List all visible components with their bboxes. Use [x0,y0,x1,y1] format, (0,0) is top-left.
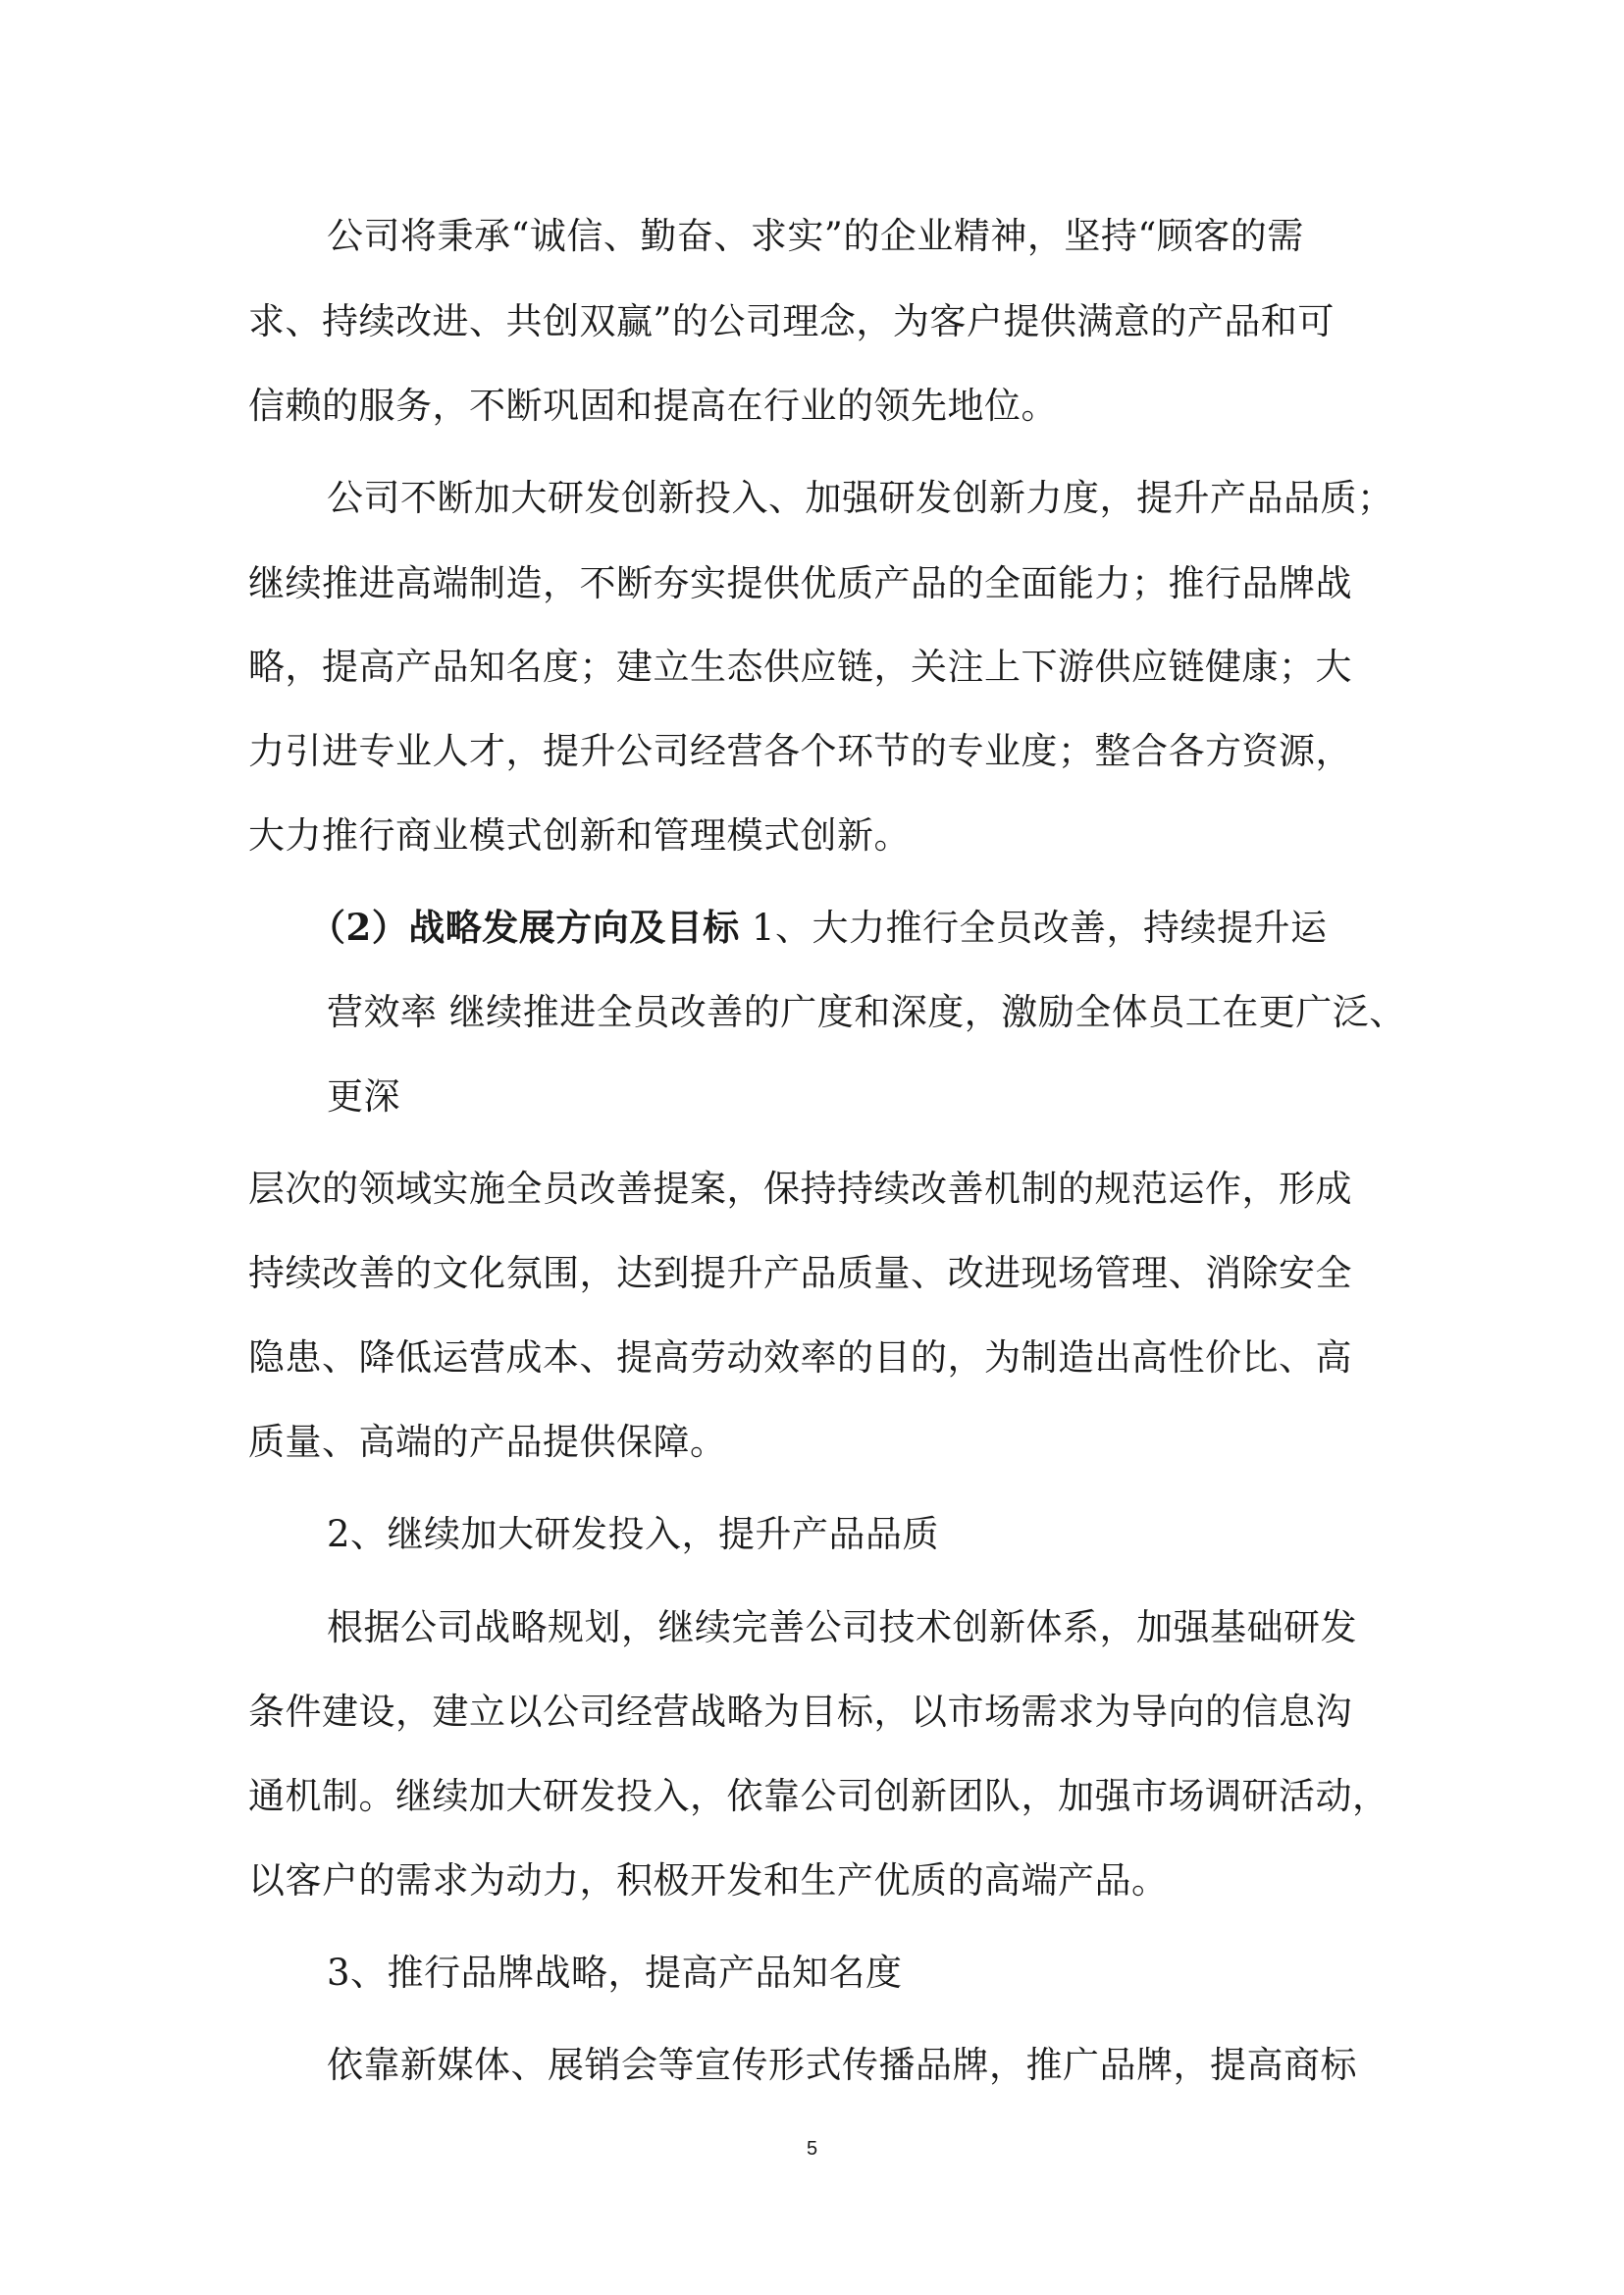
section-2-heading: （2）战略发展方向及目标 [309,906,740,949]
item-2-line-1: 根据公司战略规划，继续完善公司技术创新体系，加强基础研发 [327,1606,1357,1648]
section-2-line-3: 更深 [327,1075,400,1118]
paragraph-3-line-3: 隐患、降低运营成本、提高劳动效率的目的，为制造出高性价比、高 [248,1336,1352,1379]
paragraph-2-line-2: 继续推进高端制造，不断夯实提供优质产品的全面能力；推行品牌战 [248,562,1352,604]
paragraph-3-line-1: 层次的领域实施全员改善提案，保持持续改善机制的规范运作，形成 [248,1168,1352,1210]
item-3-line-1: 依靠新媒体、展销会等宣传形式传播品牌，推广品牌，提高商标 [327,2044,1357,2086]
paragraph-1-line-3: 信赖的服务，不断巩固和提高在行业的领先地位。 [248,385,1058,427]
paragraph-1-line-2: 求、持续改进、共创双赢”的公司理念，为客户提供满意的产品和可 [248,300,1335,342]
paragraph-2-line-3: 略，提高产品知名度；建立生态供应链，关注上下游供应链健康；大 [248,646,1352,688]
section-2-line-1-rest: 1、大力推行全员改善，持续提升运 [739,907,1328,949]
item-2-line-2: 条件建设，建立以公司经营战略为目标，以市场需求为导向的信息沟 [248,1691,1352,1733]
item-2-line-4: 以客户的需求为动力，积极开发和生产优质的高端产品。 [248,1859,1169,1902]
paragraph-2-line-1: 公司不断加大研发创新投入、加强研发创新力度，提升产品品质； [327,477,1394,519]
section-2-line-1 [309,903,1328,953]
item-2-heading: 2、继续加大研发投入，提升产品品质 [327,1513,940,1555]
page-number: 5 [806,2138,818,2160]
item-2-line-3: 通机制。继续加大研发投入，依靠公司创新团队，加强市场调研活动， [248,1775,1389,1817]
paragraph-2-line-4: 力引进专业人才，提升公司经营各个环节的专业度；整合各方资源， [248,730,1352,772]
paragraph-3-line-2: 持续改善的文化氛围，达到提升产品质量、改进现场管理、消除安全 [248,1252,1352,1294]
paragraph-3-line-4: 质量、高端的产品提供保障。 [248,1421,727,1463]
paragraph-1-line-1: 公司将秉承“诚信、勤奋、求实”的企业精神，坚持“顾客的需 [327,215,1304,257]
section-2-line-2: 营效率 继续推进全员改善的广度和深度，激励全体员工在更广泛、 [327,991,1406,1033]
paragraph-2-line-5: 大力推行商业模式创新和管理模式创新。 [248,814,911,857]
item-3-heading: 3、推行品牌战略，提高产品知名度 [327,1952,903,1994]
